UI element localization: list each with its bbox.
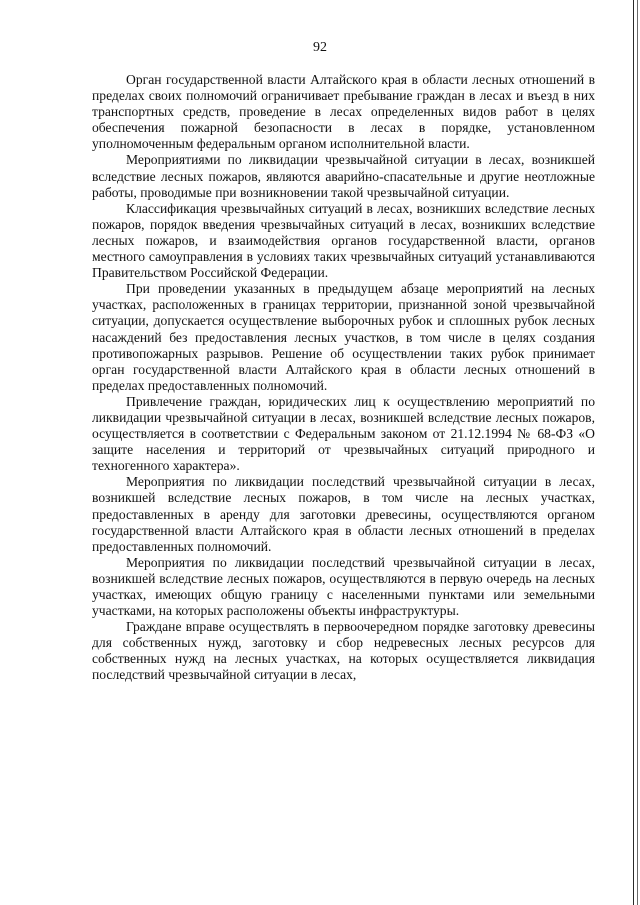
paragraph-classification: Классификация чрезвычайных ситуаций в лесах, возникших вследствие лесных пожаров, порядок введения чрезвычайных ситуаций в лесах, возникших вследствие лесных пожаров, и взаимодействия органов государственной власти, органов местного самоуправления в условиях таких чрезвычайных ситуаций устанавливаются Правительством Российской Федерации. [92, 200, 595, 281]
document-body [92, 72, 595, 684]
paragraph-consequence-liquidation: Мероприятия по ликвидации последствий чрезвычайной ситуации в лесах, возникшей вследствие лесных пожаров, в том числе на лесных участках, предоставленных в аренду для заготовки древесины, осуществляются органом государственной власти Алтайского края в области лесных отношений в пределах предоставленных полномочий. [92, 474, 595, 554]
paragraph-citizens-rights: Граждане вправе осуществлять в первоочередном порядке заготовку древесины для собственных нужд, заготовку и сбор недревесных лесных ресурсов для собственных нужд на лесных участках, на которых осуществляется ликвидация последствий чрезвычайной ситуации в лесах, [92, 619, 595, 683]
paragraph-restriction-of-stay: Орган государственной власти Алтайского края в области лесных отношений в пределах своих полномочий ограничивает пребывание граждан в лесах и въезд в них транспортных средств, проведение в лесах определенных видов работ в целях обеспечения пожарной безопасности в лесах в порядке, установленном уполномоченным федеральным органом исполнительной власти. [92, 72, 595, 152]
paragraph-logging-in-emergency-zone: При проведении указанных в предыдущем абзаце мероприятий на лесных участках, расположенных в границах территории, признанной зоной чрезвычайной ситуации, допускается осуществление выборочных рубок и сплошных рубок лесных насаждений без предоставления лесных участков, в том числе в целях создания противопожарных разрывов. Решение об осуществлении таких рубок принимает орган государственной власти Алтайского края в области лесных отношений в пределах предоставленных полномочий. [92, 281, 595, 393]
paragraph-priority-areas: Мероприятия по ликвидации последствий чрезвычайной ситуации в лесах, возникшей вследствие лесных пожаров, осуществляются в первую очередь на лесных участках, имеющих общую границу с населенными пунктами или земельными участками, на которых расположены объекты инфраструктуры. [92, 554, 595, 619]
paragraph-involvement-of-citizens: Привлечение граждан, юридических лиц к осуществлению мероприятий по ликвидации чрезвычайной ситуации в лесах, возникшей вследствие лесных пожаров, осуществляется в соответствии с Федеральным законом от 21.12.1994 № 68-ФЗ «О защите населения и территорий от чрезвычайных ситуаций природного и техногенного характера». [92, 393, 595, 474]
scan-edge-line [633, 0, 635, 905]
page-number: 92 [313, 40, 327, 55]
paragraph-emergency-measures: Мероприятиями по ликвидации чрезвычайной ситуации в лесах, возникшей вследствие лесных пожаров, являются аварийно-спасательные и другие неотложные работы, проводимые при возникновении такой чрезвычайной ситуации. [92, 152, 595, 200]
scan-edge-line-thin [637, 0, 638, 905]
